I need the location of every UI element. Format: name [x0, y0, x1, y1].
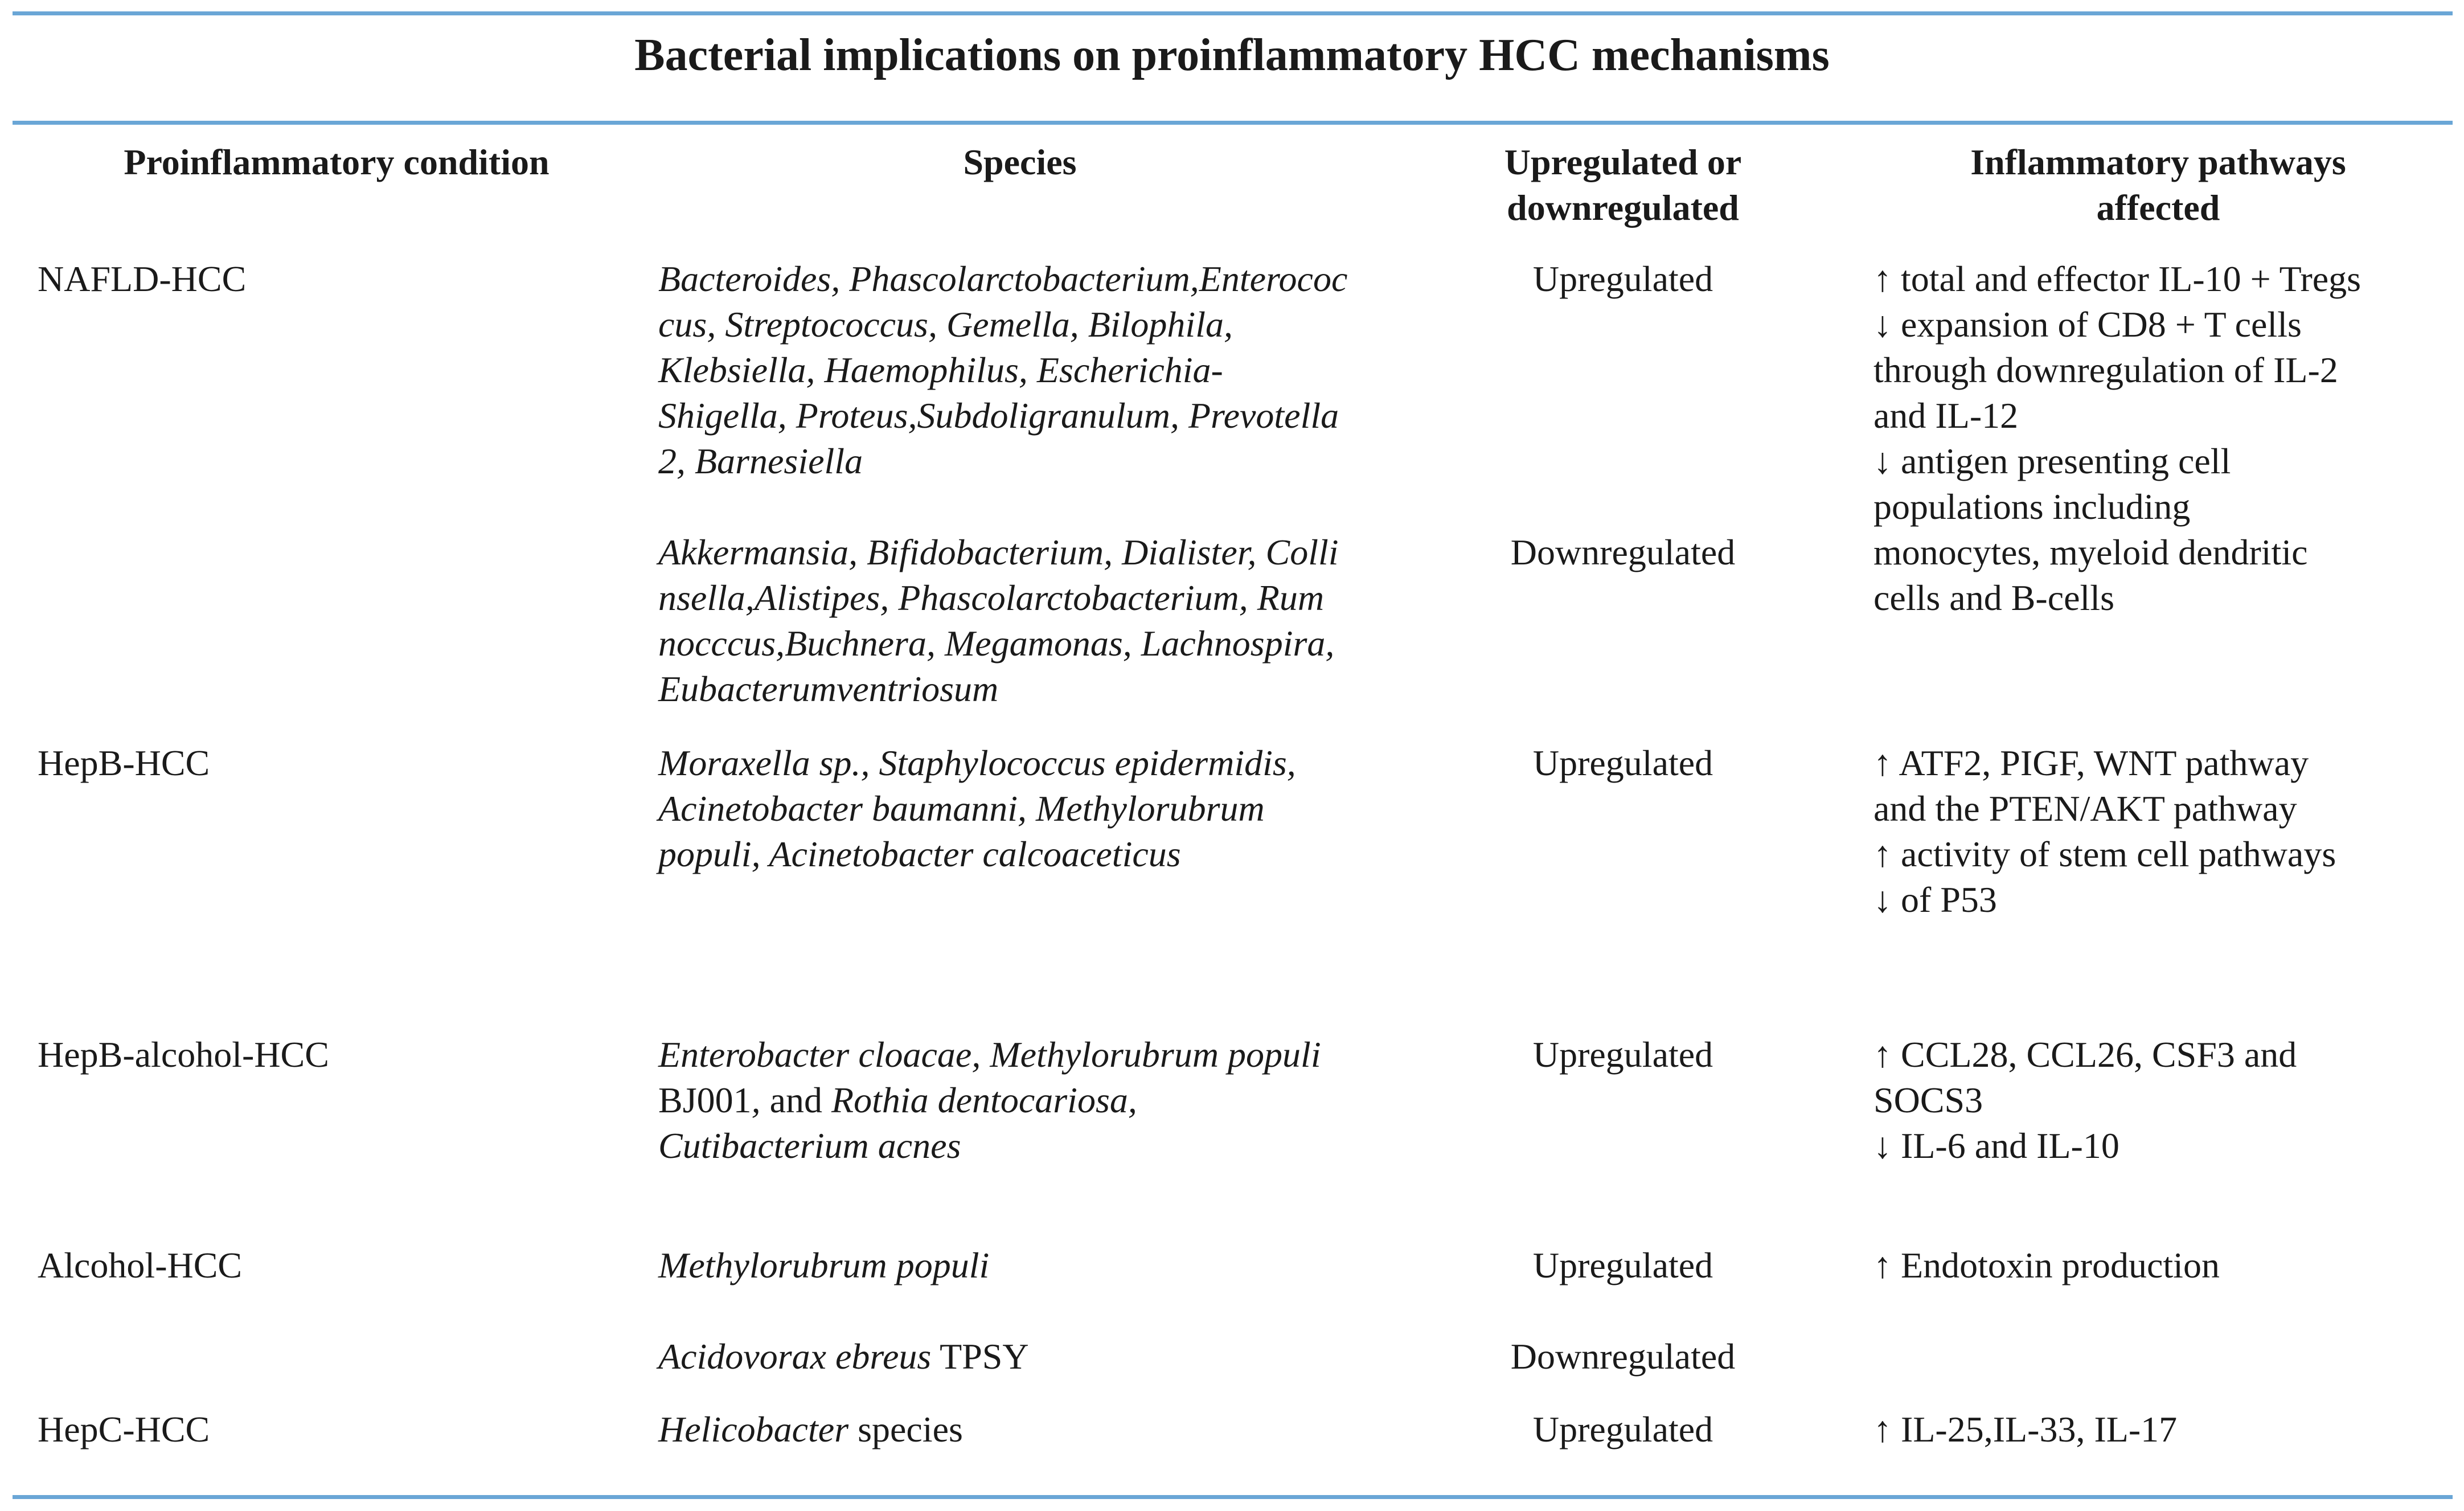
row-condition: Alcohol-HCC [38, 1245, 243, 1285]
row-regulation: Upregulated [1532, 1034, 1713, 1075]
strain-label: BJ001 [658, 1080, 752, 1120]
row-condition: NAFLD-HCC [38, 259, 247, 299]
row-species: Moraxella sp., Staphylococcus epidermidis, Acinetobacter baumanni, Methylorubrum populi, Acinetobacter calcoaceticus [658, 743, 1296, 874]
row-regulation: Upregulated [1532, 1409, 1713, 1449]
row-species-down: Akkermansia, Bifidobacterium, Dialister, Colli nsella,Alistipes, Phascolarctobacterium, Rum nocccus,Buchnera, Megamonas, Lachnospira, Eubacterumventriosum [658, 532, 1339, 709]
row-species: Enterobacter cloacae, Methylorubrum populi BJ001, and Rothia dentocariosa, Cutibacterium acnes [658, 1034, 1321, 1166]
row-pathways: ↑ IL-25,IL-33, IL-17 [1873, 1409, 2178, 1449]
row-species-up: Bacteroides, Phascolarctobacterium,Enterococ cus, Streptococcus, Gemella, Bilophila, Klebsiella, Haemophilus, Escherichia- Shigella, Proteus,Subdoligranulum, Prevotella 2, Barnesiella [658, 259, 1348, 481]
bottom-rule [13, 1495, 2453, 1499]
row-species-up: Methylorubrum populi [658, 1245, 990, 1285]
header-regulation: Upregulated or downregulated [1504, 142, 1742, 228]
row-pathways: ↑ Endotoxin production [1873, 1245, 2220, 1285]
row-pathways: ↑ ATF2, PIGF, WNT pathway and the PTEN/AKT pathway ↑ activity of stem cell pathways ↓ of P53 [1873, 743, 2336, 920]
header-condition: Proinflammatory condition [124, 142, 550, 182]
row-pathways: ↑ total and effector IL-10 + Tregs ↓ expansion of CD8 + T cells through downregulation of IL-2 and IL-12 ↓ antigen presenting cell populations including monocytes, myeloid dendritic cells and B-cells [1873, 259, 2361, 618]
row-regulation-up: Upregulated [1532, 1245, 1713, 1285]
row-regulation: Upregulated [1532, 743, 1713, 783]
row-species-down: Acidovorax ebreus TPSY [658, 1336, 1029, 1377]
row-pathways: ↑ CCL28, CCL26, CSF3 and SOCS3 ↓ IL-6 and IL-10 [1873, 1034, 2297, 1166]
row-regulation-down: Downregulated [1510, 532, 1736, 572]
row-species: Helicobacter species [658, 1409, 963, 1449]
table-title: Bacterial implications on proinflammatory HCC mechanisms [634, 30, 1830, 80]
row-condition: HepB-HCC [38, 743, 210, 783]
top-rule [13, 11, 2453, 15]
header-pathways: Inflammatory pathways affected [1970, 142, 2346, 228]
row-regulation-up: Upregulated [1532, 259, 1713, 299]
row-condition: HepC-HCC [38, 1409, 210, 1449]
header-species: Species [963, 142, 1077, 182]
row-regulation-down: Downregulated [1510, 1336, 1736, 1377]
header-rule [13, 121, 2453, 125]
row-condition: HepB-alcohol-HCC [38, 1034, 329, 1075]
